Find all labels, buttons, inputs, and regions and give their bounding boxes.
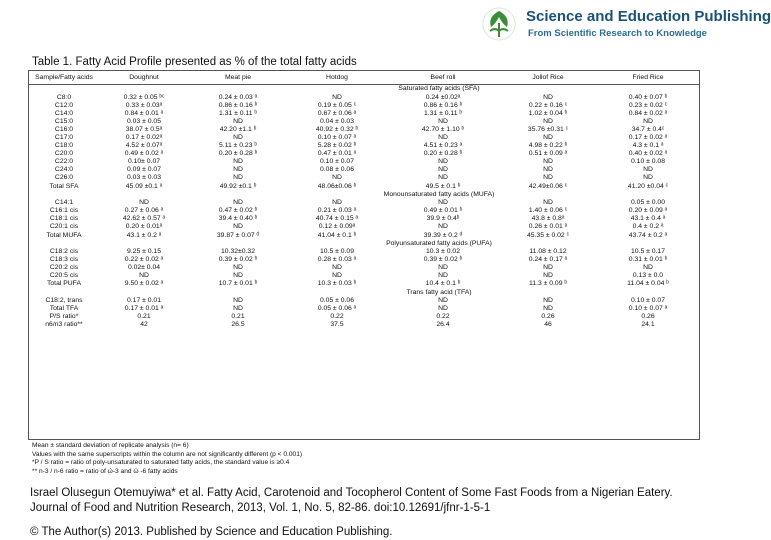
- table-cell: ND: [543, 199, 553, 207]
- note-line: Values with the same superscripts within the column are not significantly different (p < 0.001): [32, 450, 303, 458]
- table-cell: ND: [332, 174, 342, 182]
- table-row: [28, 207, 700, 215]
- table-row: [28, 223, 700, 231]
- row-label: C14:0: [54, 109, 74, 117]
- table-row: [28, 256, 700, 264]
- table-cell: ND: [438, 305, 448, 313]
- table-cell: 39.9 ± 0.4ᵇ: [426, 215, 460, 223]
- table-cell: 0.10± 0.07: [127, 158, 161, 166]
- table-title: Table 1. Fatty Acid Profile presented as % of the total fatty acids: [32, 56, 357, 68]
- table-cell: 10.5 ± 0.09: [320, 248, 354, 256]
- table-cell: 0.22: [330, 313, 344, 321]
- table-row: [28, 150, 700, 158]
- table-cell: 10.3 ± 0.02: [426, 248, 460, 256]
- table-row: [28, 102, 700, 110]
- section-heading: Polyunsaturated fatty acids (PUFA): [386, 239, 492, 247]
- table-cell: ND: [438, 158, 448, 166]
- table-cell: 24.1: [641, 321, 655, 329]
- table-cell: 0.84 ± 0.02 ᵃ: [628, 109, 668, 117]
- note-line: ** n-3 / n-6 ratio = ratio of ώ-3 and ώ -6 fatty acids: [32, 467, 178, 475]
- table-cell: 11.04 ± 0.04 ᵇ: [627, 280, 669, 288]
- section-heading: Monounsaturated fatty acids (MUFA): [383, 190, 495, 198]
- tree-leaf-icon: [482, 7, 516, 41]
- table-cell: ND: [233, 133, 243, 141]
- table-cell: ND: [233, 158, 243, 166]
- table-cell: 42.20 ±1.1 ᵇ: [219, 125, 257, 133]
- table-row: [28, 321, 700, 329]
- fatty-acid-table: [28, 72, 700, 329]
- table-cell: 0.24 ± 0.03 ᵃ: [218, 93, 258, 101]
- table-cell: 49.5 ± 0.1 ᵇ: [425, 182, 461, 190]
- copyright: © The Author(s) 2013. Published by Science and Education Publishing.: [30, 526, 393, 538]
- row-label: Total SFA: [49, 182, 79, 190]
- table-row: [28, 232, 700, 240]
- table-cell: 0.26 ± 0.01 ᵃ: [528, 223, 568, 231]
- table-cell: 26.4: [436, 321, 450, 329]
- row-label: Total TFA: [49, 305, 79, 313]
- table-cell: 1.02 ± 0.04 ᵇ: [528, 109, 568, 117]
- table-cell: 34.7 ± 0.4ᶜ: [631, 125, 665, 133]
- table-cell: 0.20 ± 0.28 ᵇ: [218, 150, 258, 158]
- table-cell: 0.05 ± 0.06: [320, 297, 354, 305]
- table-cell: ND: [438, 297, 448, 305]
- table-cell: 0.21: [231, 313, 245, 321]
- table-cell: ND: [233, 174, 243, 182]
- table-row: [28, 305, 700, 313]
- table-cell: 42.62 ± 0.57 ᵃ: [122, 215, 166, 223]
- table-cell: 43.8 ± 0.8ᵃ: [531, 215, 565, 223]
- table-cell: 10.7 ± 0.01 ᵇ: [218, 280, 258, 288]
- table-cell: 5.11 ± 0.23 ᵇ: [219, 142, 257, 150]
- table-row: [28, 166, 700, 174]
- citation: Israel Olusegun Otemuyiwa* et al. Fatty Acid, Carotenoid and Tocopherol Content of Some Fast Foods from a Nigerian Eatery. Journal of Food and Nutrition Research, 2013, Vol. 1, No. 5, 82-86. doi:10.12691/jfnr-1-5-1: [30, 487, 673, 514]
- table-row: [28, 280, 700, 288]
- table-cell: 0.23 ± 0.02 ᶜ: [628, 101, 668, 109]
- table-cell: ND: [139, 199, 149, 207]
- table-row: [28, 142, 700, 150]
- table-cell: 39.4 ± 0.40 ᵇ: [218, 215, 258, 223]
- table-cell: 0.28 ± 0.03 ᵃ: [317, 256, 357, 264]
- row-label: P/S ratio*: [49, 313, 79, 321]
- table-cell: 0.20 ± 0.28 ᵇ: [423, 150, 463, 158]
- table-cell: ND: [332, 93, 342, 101]
- table-cell: 0.27 ± 0.06 ᵃ: [124, 207, 164, 215]
- table-cell: 40.74 ± 0.15 ᵃ: [315, 215, 359, 223]
- table-cell: 11.3 ± 0.09 ᵇ: [529, 280, 567, 288]
- table-cell: ND: [438, 133, 448, 141]
- table-cell: 0.39 ± 0.02 ᵇ: [218, 256, 258, 264]
- table-row: [28, 313, 700, 321]
- row-label: C20:5 cis: [49, 272, 79, 280]
- row-label: C20:1 cis: [49, 223, 79, 231]
- table-cell: 0.09 ± 0.07: [127, 166, 161, 174]
- table-cell: 0.10 ± 0.07 ᵃ: [317, 133, 357, 141]
- table-cell: 0.86 ± 0.16 ᵇ: [423, 101, 463, 109]
- table-row: [28, 297, 700, 305]
- table-row: [28, 110, 700, 118]
- table-cell: 43.74 ± 0.2 ᵃ: [628, 231, 668, 239]
- table-cell: 0.05 ± 0.06 ᵃ: [317, 305, 357, 313]
- table-cell: ND: [233, 117, 243, 125]
- table-cell: 0.26: [541, 313, 555, 321]
- column-header: Doughnut: [100, 72, 188, 85]
- table-cell: 0.47 ± 0.01 ᵃ: [317, 150, 357, 158]
- table-cell: 0.03 ± 0.03: [127, 174, 161, 182]
- table-row: [28, 94, 700, 102]
- table-cell: 49.92 ±0.1 ᵇ: [219, 182, 257, 190]
- table-cell: 0.21 ± 0.03 ᵃ: [317, 207, 357, 215]
- row-label: Total PUFA: [47, 280, 81, 288]
- table-cell: 10.4 ± 0.1 ᵇ: [425, 280, 461, 288]
- publisher-logo: [482, 6, 771, 42]
- row-label: C16:0: [54, 125, 74, 133]
- table-cell: 38.07 ± 0.5ᵃ: [125, 125, 163, 133]
- table-cell: ND: [438, 117, 448, 125]
- column-header: Jollof Rice: [500, 72, 596, 85]
- row-label: C24:0: [54, 166, 74, 174]
- table-cell: 0.31 ± 0.01 ᵇ: [628, 256, 668, 264]
- table-header-row: [28, 72, 700, 85]
- table-cell: 1.31 ± 0.11 ᵇ: [219, 109, 257, 117]
- row-label: C16:1 cis: [49, 207, 79, 215]
- table-cell: ND: [332, 264, 342, 272]
- note-line: *P / S ratio = ratio of poly-unsaturated to saturated fatty acids, the standard value is ≥0.4: [32, 459, 290, 467]
- table-cell: 46: [544, 321, 552, 329]
- table-cell: 0.49 ± 0.01 ᵇ: [423, 207, 463, 215]
- table-cell: ND: [438, 264, 448, 272]
- table-cell: 11.08 ± 0.12: [529, 248, 567, 256]
- table-cell: 41.20 ±0.04 ᶜ: [627, 182, 669, 190]
- table-cell: 45.35 ± 0.02 ᶜ: [526, 231, 570, 239]
- table-cell: 0.22 ± 0.16 ᶜ: [528, 101, 568, 109]
- table-cell: ND: [438, 272, 448, 280]
- table-cell: ND: [543, 272, 553, 280]
- row-label: C18:2 cis: [49, 248, 79, 256]
- table-cell: 43.1 ± 0.4 ᵃ: [630, 215, 666, 223]
- table-row: [28, 134, 700, 142]
- table-cell: 4.3 ± 0.1 ᵃ: [632, 142, 664, 150]
- table-row: [28, 183, 700, 191]
- table-cell: 43.1 ± 0.2 ᵃ: [126, 231, 162, 239]
- table-cell: 0.05 ± 0.00: [631, 199, 665, 207]
- table-cell: 0.17 ± 0.02ᵃ: [125, 133, 163, 141]
- table-cell: ND: [643, 264, 653, 272]
- table-cell: 0.26: [641, 313, 655, 321]
- table-cell: 0.24 ± 0.17 ᵃ: [528, 256, 568, 264]
- table-cell: ND: [233, 223, 243, 231]
- column-header: Meat pie: [188, 72, 288, 85]
- table-cell: ND: [643, 166, 653, 174]
- row-label: C26:0: [54, 174, 74, 182]
- table-cell: ND: [233, 272, 243, 280]
- table-cell: 0.03 ± 0.05: [127, 117, 161, 125]
- table-cell: 0.10 ± 0.08: [631, 158, 665, 166]
- table-cell: 0.4 ± 0.2 ᵃ: [632, 223, 664, 231]
- row-label: C8:0: [56, 93, 72, 101]
- row-label: C20:2 cis: [49, 264, 79, 272]
- column-header-sample: Sample/Fatty acids: [28, 72, 100, 85]
- table-row: [28, 248, 700, 256]
- table-cell: 1.40 ± 0.06 ᶜ: [528, 207, 568, 215]
- table-cell: 39.87 ± 0.07 ᵈ: [216, 231, 260, 239]
- table-cell: 0.08 ± 0.06: [320, 166, 354, 174]
- table-cell: 40.92 ± 0.32 ᵇ: [315, 125, 359, 133]
- table-cell: ND: [543, 166, 553, 174]
- section-heading: Trans fatty acid (TFA): [406, 288, 472, 296]
- table-row: [28, 215, 700, 223]
- table-cell: ND: [332, 272, 342, 280]
- table-cell: 10.32±0.32: [221, 248, 255, 256]
- table-row: [28, 158, 700, 166]
- table-cell: ND: [438, 174, 448, 182]
- table-cell: ND: [438, 223, 448, 231]
- table-cell: 0.17 ± 0.01 ᵃ: [124, 305, 164, 313]
- table-cell: 0.39 ± 0.02 ᵇ: [423, 256, 463, 264]
- table-cell: 0.20 ± 0.09 ᵃ: [628, 207, 668, 215]
- section-heading-row: [28, 191, 700, 200]
- table-cell: 0.67 ± 0.06 ᵃ: [317, 109, 357, 117]
- table-cell: ND: [233, 297, 243, 305]
- table-cell: 0.40 ± 0.07 ᵇ: [628, 93, 668, 101]
- row-label: n6/n3 ratio**: [45, 321, 83, 329]
- table-cell: 48.06±0.06 ᵇ: [317, 182, 357, 190]
- table-cell: 0.86 ± 0.16 ᵇ: [218, 101, 258, 109]
- table-cell: ND: [643, 117, 653, 125]
- table-row: [28, 264, 700, 272]
- table-cell: ND: [543, 174, 553, 182]
- table-cell: 0.24 ±0.02ᵃ: [425, 93, 461, 101]
- table-cell: 9.25 ± 0.15: [127, 248, 161, 256]
- publisher-tagline: From Scientific Research to Knowledge: [528, 28, 707, 39]
- table-cell: ND: [543, 158, 553, 166]
- column-header: Fried Rice: [596, 72, 700, 85]
- table-cell: ND: [438, 166, 448, 174]
- table-cell: 35.76 ±0.31 ᶜ: [527, 125, 569, 133]
- table-cell: 0.22 ± 0.02 ᵃ: [124, 256, 164, 264]
- section-heading: Saturated fatty acids (SFA): [398, 85, 480, 93]
- table-notes: [32, 442, 302, 476]
- table-cell: 42.49±0.06 ᶜ: [528, 182, 568, 190]
- table-cell: 37.5: [330, 321, 344, 329]
- note-line: Mean ± standard deviation of replicate analysis (n= 6): [32, 442, 189, 449]
- table-cell: 0.84 ± 0.01 ᵃ: [124, 109, 164, 117]
- row-label: C22:0: [54, 158, 74, 166]
- table-cell: 45.09 ±0.1 ᵃ: [125, 182, 163, 190]
- table-cell: 0.10 ± 0.07: [631, 297, 665, 305]
- row-label: Total MUFA: [46, 231, 82, 239]
- table-cell: ND: [543, 297, 553, 305]
- table-cell: 26.5: [231, 321, 245, 329]
- table-cell: ND: [233, 199, 243, 207]
- row-label: C18:2, trans: [45, 297, 83, 305]
- table-cell: 0.04 ± 0.03: [320, 117, 354, 125]
- table-cell: 0.51 ± 0.09 ᵃ: [528, 150, 568, 158]
- table-cell: 0.10 ± 0.07: [320, 158, 354, 166]
- row-label: C18:1 cis: [49, 215, 79, 223]
- column-header: Hotdog: [288, 72, 386, 85]
- table-cell: 4.52 ± 0.07ᵃ: [125, 142, 163, 150]
- row-label: C17:0: [54, 133, 74, 141]
- table-cell: 0.22: [436, 313, 450, 321]
- table-cell: ND: [543, 305, 553, 313]
- row-label: C15:0: [54, 117, 74, 125]
- table-cell: 4.51 ± 0.23 ᵃ: [423, 142, 463, 150]
- table-row: [28, 126, 700, 134]
- table-cell: 0.20 ± 0.01ᵃ: [125, 223, 163, 231]
- table-cell: 0.17 ± 0.02 ᵃ: [628, 133, 668, 141]
- table-cell: 0.21: [137, 313, 151, 321]
- table-cell: 42.70 ± 1.10 ᵇ: [421, 125, 465, 133]
- table-cell: ND: [139, 272, 149, 280]
- table-cell: 5.28 ± 0.02 ᵇ: [317, 142, 357, 150]
- table-cell: ND: [643, 174, 653, 182]
- publisher-name: Science and Education Publishing: [526, 8, 771, 25]
- table-cell: ND: [438, 199, 448, 207]
- table-cell: 42: [140, 321, 148, 329]
- table-cell: ND: [543, 93, 553, 101]
- table-cell: 9.50 ± 0.02 ᵃ: [124, 280, 164, 288]
- table-cell: ND: [543, 264, 553, 272]
- table-cell: ND: [332, 199, 342, 207]
- table-row: [28, 199, 700, 207]
- table-cell: 0.19 ± 0.05 ᶜ: [317, 101, 357, 109]
- table-cell: 41.04 ± 0.1 ᵇ: [317, 231, 357, 239]
- table-cell: 0.40 ± 0.02 ᵃ: [628, 150, 668, 158]
- table-row: [28, 272, 700, 280]
- row-label: C20:0: [54, 150, 74, 158]
- row-label: C12:0: [54, 101, 74, 109]
- table-cell: 10.5 ± 0.17: [631, 248, 665, 256]
- table-row: [28, 174, 700, 182]
- table-cell: 0.10 ± 0.07 ᵃ: [628, 305, 668, 313]
- section-heading-row: [28, 85, 700, 94]
- row-label: C18:0: [54, 142, 74, 150]
- table-cell: 0.12 ± 0.09ᵃ: [318, 223, 356, 231]
- table-row: [28, 118, 700, 126]
- table-cell: 0.47 ± 0.02 ᵇ: [218, 207, 258, 215]
- table-cell: ND: [543, 133, 553, 141]
- table-cell: 0.02± 0.04: [127, 264, 161, 272]
- table-cell: 39.39 ± 0.2 ᵈ: [423, 231, 463, 239]
- table-cell: ND: [233, 264, 243, 272]
- table-cell: ND: [233, 305, 243, 313]
- table-cell: 0.17 ± 0.01: [127, 297, 161, 305]
- table-cell: ND: [543, 117, 553, 125]
- table-cell: 4.98 ± 0.22 ᵇ: [528, 142, 568, 150]
- table-cell: 1.31 ± 0.11 ᵇ: [424, 109, 462, 117]
- table-cell: 0.13 ± 0.0: [632, 272, 664, 280]
- section-heading-row: [28, 240, 700, 249]
- row-label: C14:1: [54, 199, 74, 207]
- table-cell: 10.3 ± 0.03 ᵇ: [317, 280, 357, 288]
- table-cell: 0.49 ± 0.02 ᵃ: [124, 150, 164, 158]
- table-cell: 0.33 ± 0.03ᵃ: [125, 101, 163, 109]
- row-label: C18:3 cis: [49, 256, 79, 264]
- table-cell: 0.32 ± 0.05 ᵇᶜ: [123, 93, 165, 101]
- column-header: Beef roll: [386, 72, 500, 85]
- table-cell: ND: [233, 166, 243, 174]
- section-heading-row: [28, 289, 700, 298]
